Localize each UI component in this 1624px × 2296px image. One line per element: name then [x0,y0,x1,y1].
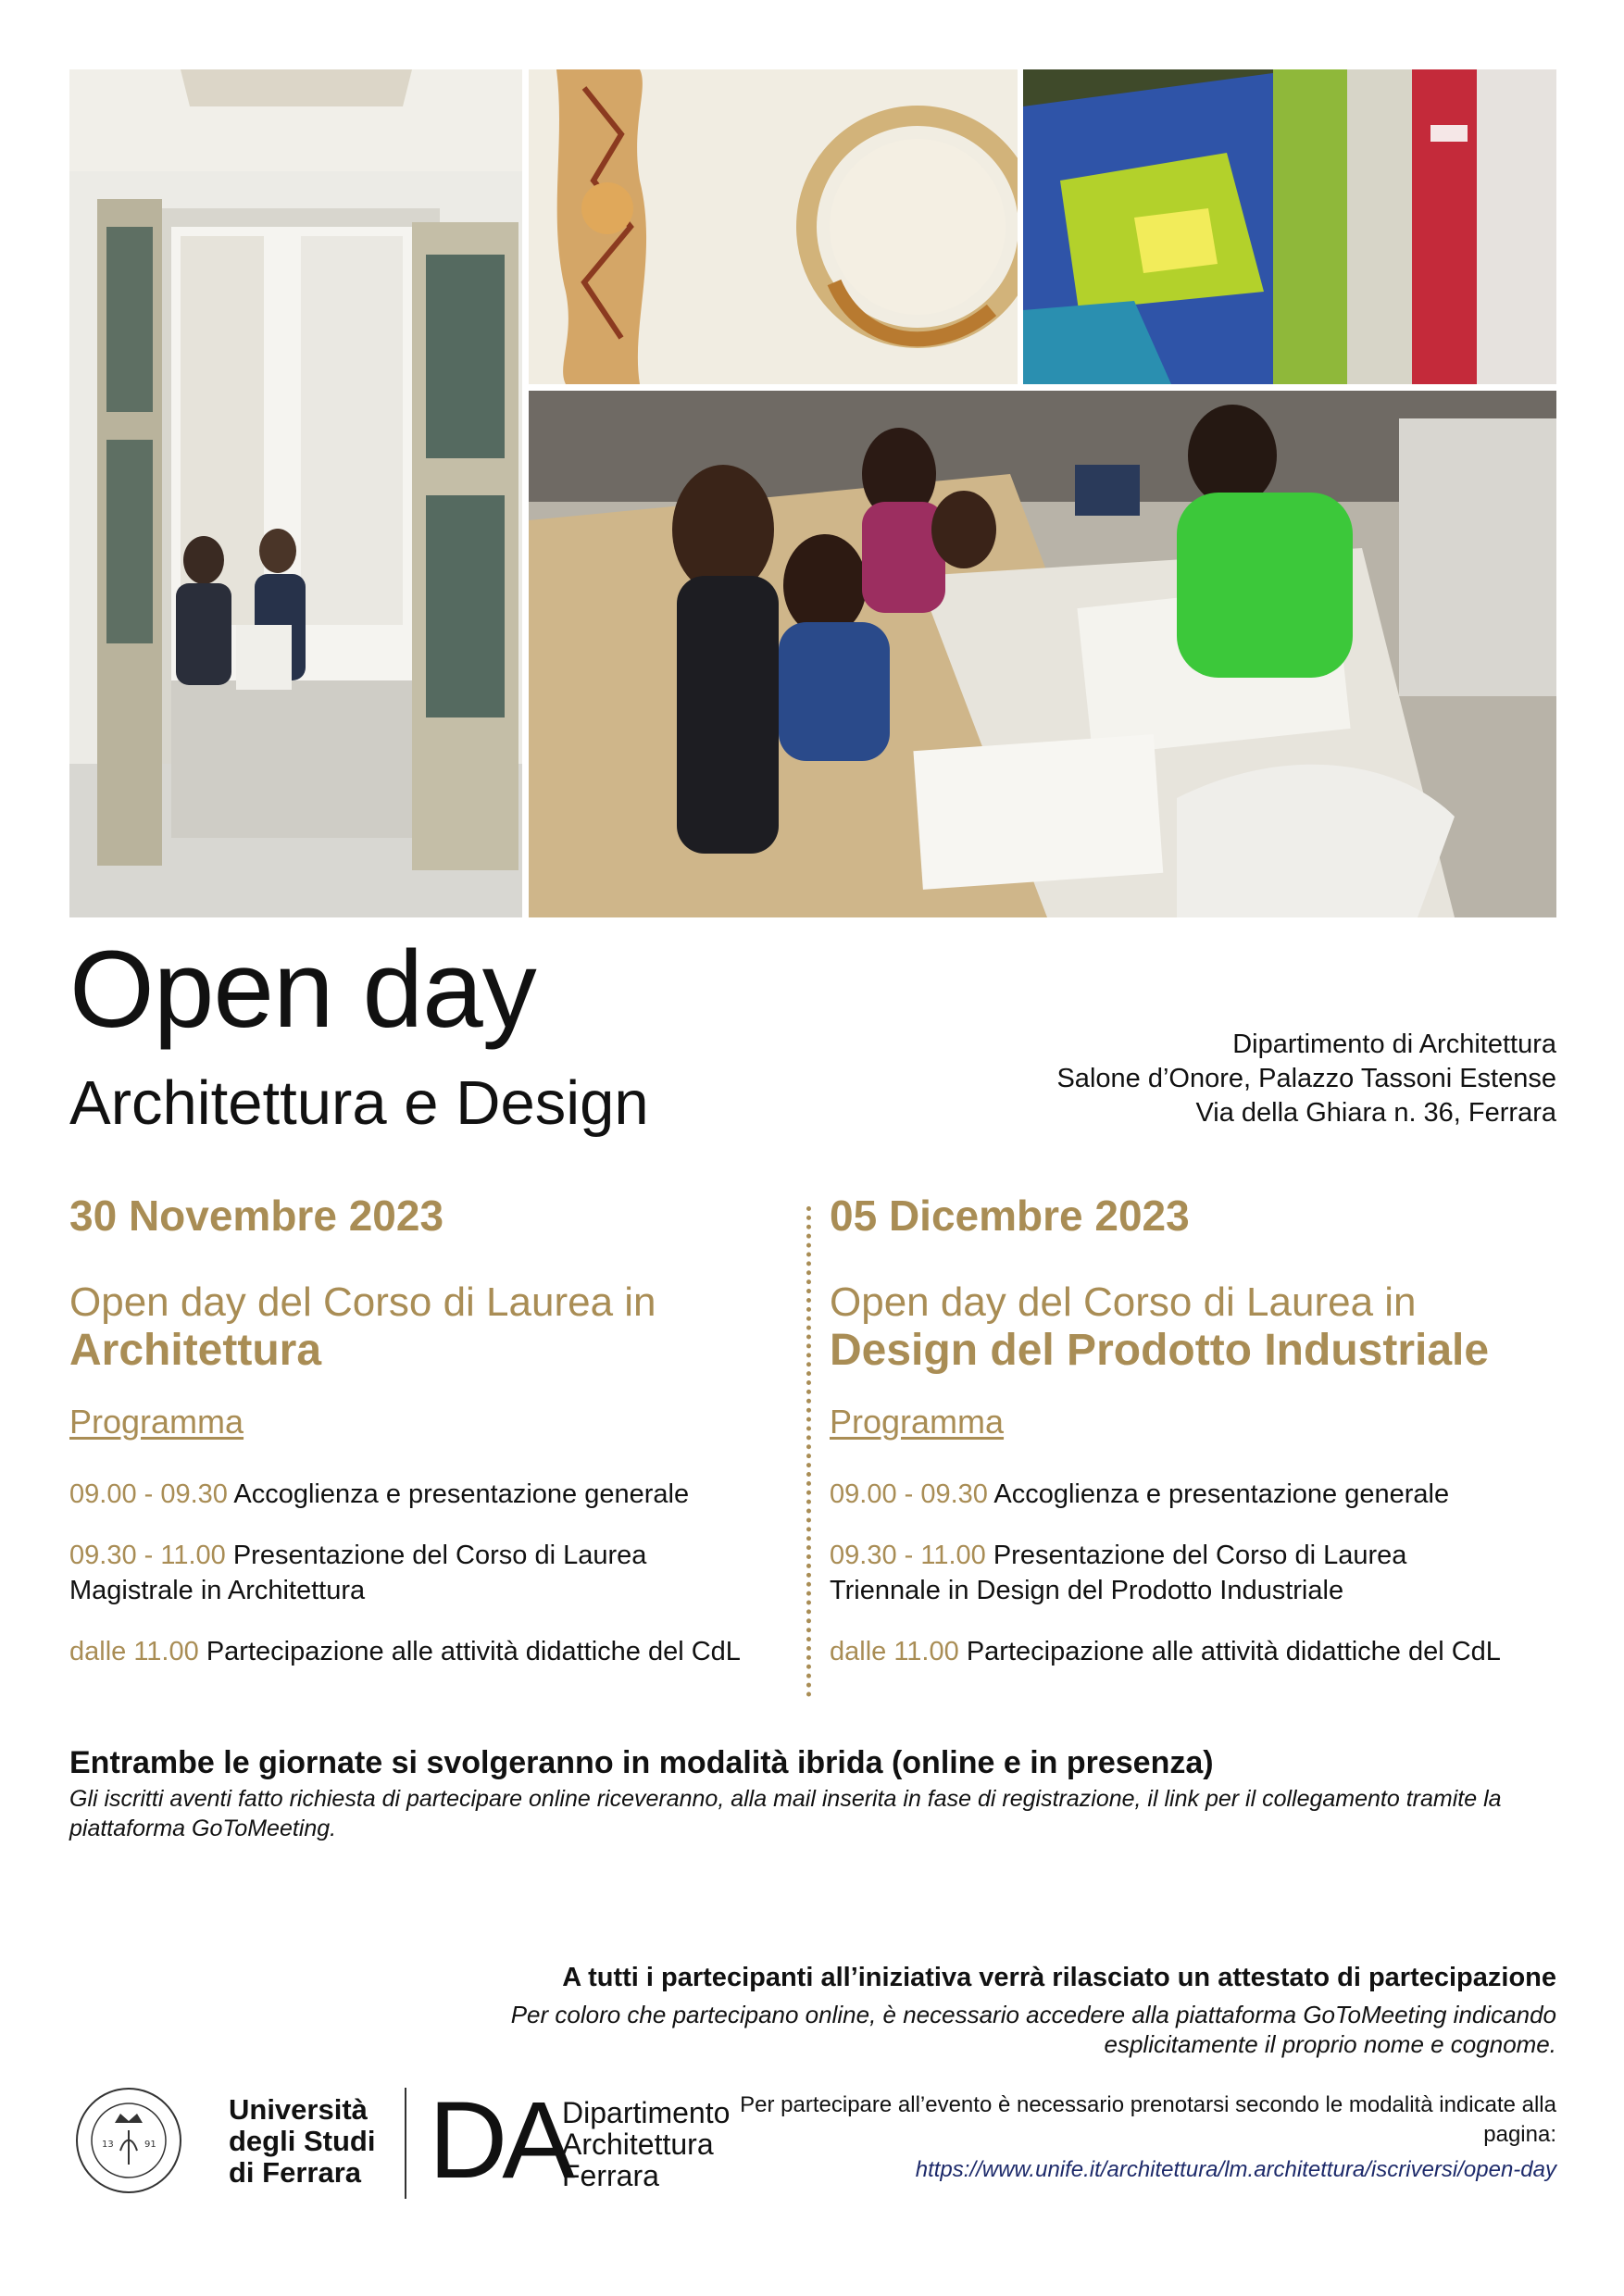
schedule-list [830,1477,1561,1669]
booking-note: Per partecipare all’evento è necessario prenotarsi secondo le modalità indicate alla pagina: [740,2092,1556,2147]
event-date: 05 Dicembre 2023 [830,1192,1190,1240]
schedule-text: Accoglienza e presentazione generale [233,1479,690,1510]
schedule-item [69,1477,801,1512]
schedule-time: dalle 11.00 [69,1637,199,1667]
schedule-text: Accoglienza e presentazione generale [993,1479,1450,1510]
certificate-heading: A tutti i partecipanti all’iniziativa verrà rilasciato un attestato di partecipazione [562,1963,1556,1992]
schedule-list [69,1477,801,1669]
program-heading: Programma [69,1403,244,1441]
schedule-item [830,1477,1561,1512]
schedule-item [830,1538,1496,1608]
logo-separator [405,2088,406,2199]
address-line: Salone d’Onore, Palazzo Tassoni Estense [1056,1064,1556,1093]
photo-books-and-models [1023,69,1556,384]
schedule-time: 09.30 - 11.00 [69,1541,226,1571]
photo-fresco-detail [529,69,1018,384]
event-column-design [830,1194,1561,1695]
schedule-item [830,1634,1561,1669]
event-date: 30 Novembre 2023 [69,1192,444,1240]
column-divider [806,1206,811,1697]
hybrid-mode-heading: Entrambe le giornate si svolgeranno in modalità ibrida (online e in presenza) [69,1745,1214,1780]
photo-palazzo-doorway [69,69,522,917]
department-name-line: Architettura [562,2128,714,2161]
hybrid-mode-note: Gli iscritti aventi fatto richiesta di partecipare online riceveranno, alla mail inserita in fase di registrazione, il link per il collegamento tramite la piattaforma GoToMeeting. [69,1786,1502,1841]
event-course: Architettura [69,1325,322,1375]
university-name [229,2094,375,2189]
department-name-line: Dipartimento [562,2096,731,2129]
venue-address [1056,1028,1556,1130]
address-line: Dipartimento di Architettura [1232,1029,1556,1059]
schedule-item [69,1634,801,1669]
event-intro: Open day del Corso di Laurea in [69,1279,656,1325]
event-course: Design del Prodotto Industriale [830,1325,1490,1375]
schedule-text: Partecipazione alle attività didattiche del CdL [966,1637,1501,1667]
schedule-item [69,1538,736,1608]
page-subtitle: Architettura e Design [69,1068,649,1138]
university-name-line: di Ferrara [229,2156,362,2189]
event-intro: Open day del Corso di Laurea in [830,1279,1417,1325]
schedule-text: Presentazione del Corso di Laurea Magistrale in Architettura [69,1541,647,1606]
department-name-line: Ferrara [562,2159,659,2192]
event-column-architettura [69,1194,801,1695]
university-name-line: Università [229,2093,368,2126]
photo-students-workshop [529,391,1556,917]
seal-year-left: 13 [102,2140,114,2150]
university-name-line: degli Studi [229,2125,376,2157]
schedule-text: Partecipazione alle attività didattiche del CdL [206,1637,741,1667]
program-heading: Programma [830,1403,1005,1441]
page-title: Open day [69,929,536,1051]
schedule-text: Presentazione del Corso di Laurea Triennale in Design del Prodotto Industriale [830,1541,1407,1606]
schedule-time: 09.30 - 11.00 [830,1541,986,1571]
booking-link[interactable]: https://www.unife.it/architettura/lm.architettura/iscriversi/open-day [915,2157,1556,2182]
schedule-time: 09.00 - 09.30 [69,1479,228,1510]
schedule-time: dalle 11.00 [830,1637,959,1667]
certificate-note: Per coloro che partecipano online, è necessario accedere alla piattaforma GoToMeeting indicando esplicitamente il proprio nome e cognome. [510,2001,1556,2058]
department-logo-mark: DA [429,2079,569,2202]
seal-year-right: 91 [144,2140,156,2150]
schedule-time: 09.00 - 09.30 [830,1479,988,1510]
department-name [562,2097,730,2191]
university-seal-icon [74,2086,183,2195]
address-line: Via della Ghiara n. 36, Ferrara [1195,1098,1556,1128]
